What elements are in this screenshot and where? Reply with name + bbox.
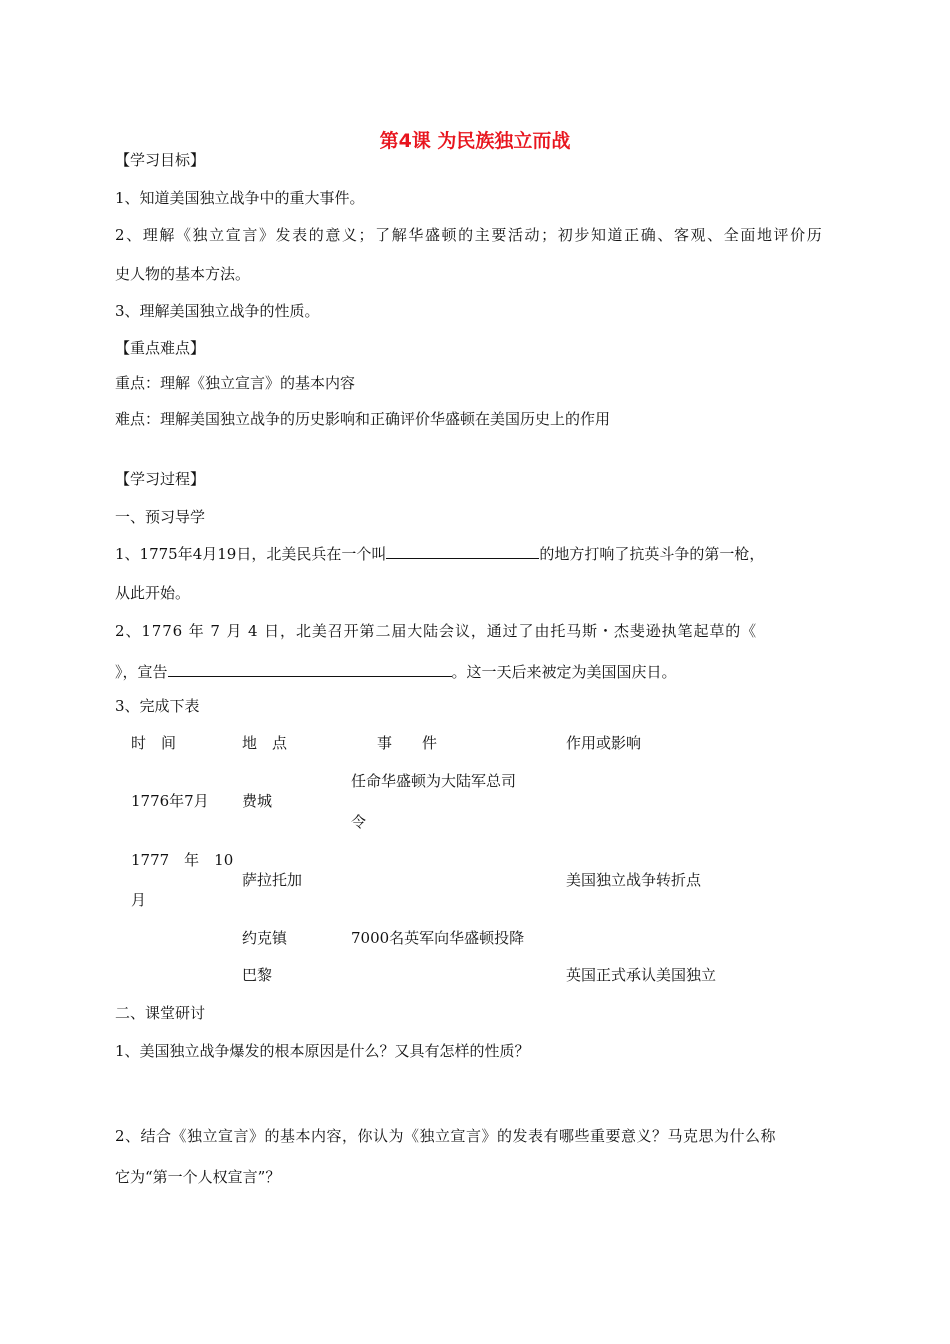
key-points-heading: 【重点难点】	[115, 339, 206, 357]
objective-2-line1: 2、理解《独立宣言》发表的意义；了解华盛顿的主要活动；初步知道正确、客观、全面地评价历	[115, 226, 824, 244]
table-row-3-place: 约克镇	[242, 929, 288, 947]
table-row-1-event-line2: 令	[351, 813, 367, 831]
question-2-text-before: 》，宣告	[115, 663, 168, 681]
question-3: 3、完成下表	[115, 697, 200, 715]
question-2-text-after: 。这一天后来被定为美国国庆日。	[451, 663, 677, 681]
question-1-line2: 从此开始。	[115, 584, 191, 602]
table-row-2-impact: 美国独立战争转折点	[566, 871, 702, 889]
table-row-2-place: 萨拉托加	[242, 871, 303, 889]
fill-blank-2[interactable]	[168, 660, 452, 677]
discussion-question-1: 1、美国独立战争爆发的根本原因是什么？又具有怎样的性质？	[115, 1042, 530, 1060]
discussion-question-2-line2: 它为“第一个人权宣言”？	[115, 1168, 281, 1186]
table-row-2-time-line1: 1777 年 10	[131, 851, 234, 869]
table-row-1-place: 费城	[242, 792, 273, 810]
question-1-text-before: 1、1775年4月19日，北美民兵在一个叫	[115, 545, 387, 563]
objectives-heading: 【学习目标】	[115, 151, 206, 169]
question-2-line2	[115, 660, 677, 682]
table-row-1-event-line1: 任命华盛顿为大陆军总司	[351, 772, 517, 790]
table-row-4-impact: 英国正式承认美国独立	[566, 966, 717, 984]
table-header-event: 事 件	[377, 734, 438, 752]
question-1-text-after: 的地方打响了抗英斗争的第一枪，	[539, 545, 765, 563]
question-1	[115, 542, 764, 564]
preview-heading: 一、预习导学	[115, 508, 206, 526]
discussion-heading: 二、课堂研讨	[115, 1004, 206, 1022]
process-heading: 【学习过程】	[115, 470, 206, 488]
table-row-2-time-line2: 月	[131, 891, 147, 909]
table-header-time: 时 间	[131, 734, 177, 752]
discussion-question-2-line1: 2、结合《独立宣言》的基本内容，你认为《独立宣言》的发表有哪些重要意义？马克思为什么称	[115, 1127, 777, 1145]
fill-blank-1[interactable]	[386, 542, 539, 559]
difficulty-point: 难点：理解美国独立战争的历史影响和正确评价华盛顿在美国历史上的作用	[115, 410, 611, 428]
objective-3: 3、理解美国独立战争的性质。	[115, 302, 320, 320]
objective-2-line2: 史人物的基本方法。	[115, 265, 251, 283]
question-2-line1: 2、1776 年 7 月 4 日，北美召开第二届大陆会议，通过了由托马斯・杰斐逊执笔起草的《	[115, 622, 758, 640]
page-title: 第4课 为民族独立而战	[379, 130, 571, 152]
table-row-4-place: 巴黎	[242, 966, 273, 984]
table-row-1-time: 1776年7月	[131, 792, 209, 810]
focus-point: 重点：理解《独立宣言》的基本内容	[115, 374, 356, 392]
table-row-3-event: 7000名英军向华盛顿投降	[351, 929, 525, 947]
objective-1: 1、知道美国独立战争中的重大事件。	[115, 189, 365, 207]
table-header-impact: 作用或影响	[566, 734, 642, 752]
table-header-place: 地 点	[242, 734, 288, 752]
